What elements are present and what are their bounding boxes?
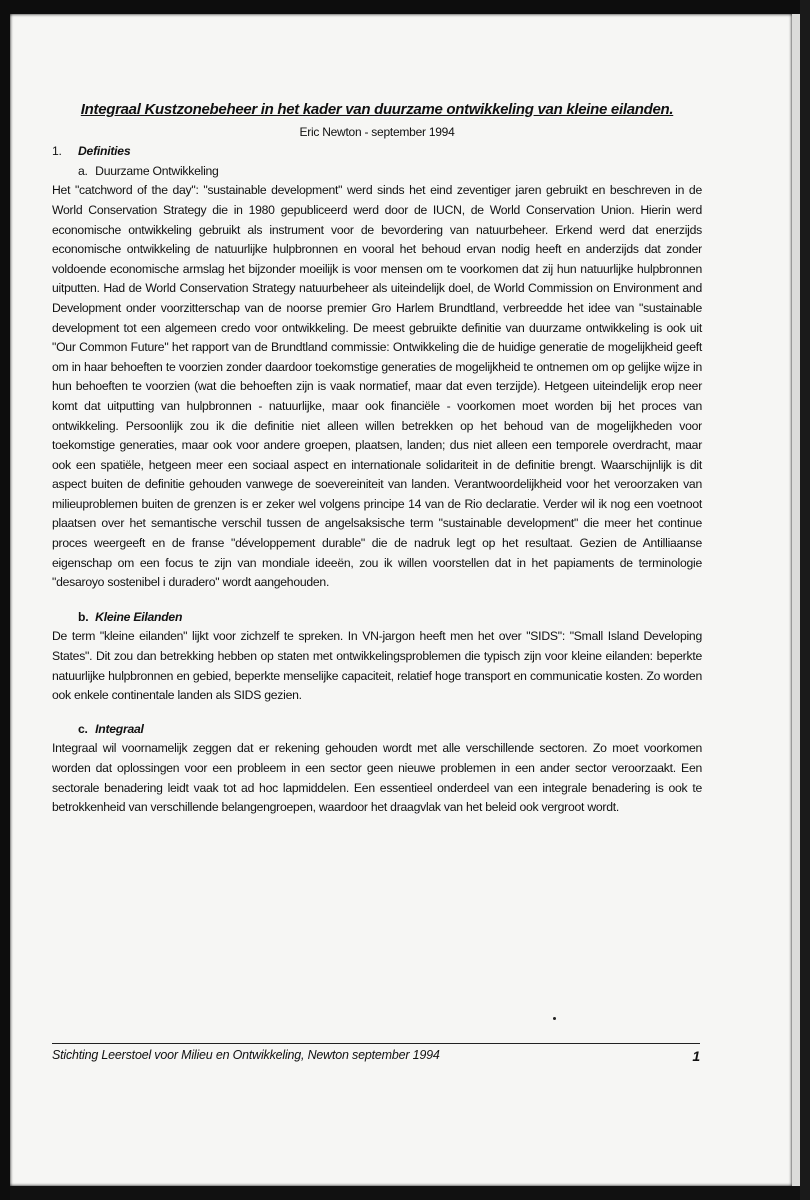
paragraph-integraal: Integraal wil voornamelijk zeggen dat er rekening gehouden wordt met alle verschillende sectoren. Zo moet voorkomen worden dat oplossingen voor een probleem in een sector geen nieuwe problemen in een ander sector veroorzaakt. Een sectorale benadering leidt vaak tot ad hoc lapmiddelen. Een essentieel onderdeel van een integrale benadering is ook te betrokkenheid van verschillende belangengroepen, waardoor het draagvlak van het beleid ook vergroot wordt. [52,741,702,815]
ink-speck [553,1017,556,1020]
scan-border-right [800,0,810,1200]
document-body [52,100,702,818]
subheading-label: Duurzame Ontwikkeling [95,163,219,178]
subheading-duurzame-ontwikkeling [78,162,702,182]
page-footer [52,1043,700,1064]
subheading-letter: c. [78,721,88,736]
document-title: Integraal Kustzonebeheer in het kader van duurzame ontwikkeling van kleine eilanden. [80,101,674,118]
footer-text: Stichting Leerstoel voor Milieu en Ontwikkeling, Newton september 1994 [52,1048,440,1062]
scan-border-top [0,0,810,14]
subheading-label: Integraal [95,721,144,736]
scan-border-left [0,0,10,1200]
subheading-kleine-eilanden [78,608,702,628]
page-stack-edge [792,14,800,1186]
section-number: 1. [52,144,62,159]
page-number: 1 [692,1048,700,1064]
paragraph-duurzame-ontwikkeling: Het "catchword of the day": "sustainable development" werd sinds het eind zeventiger jaren gebruikt en beschreven in de World Conservation Strategy die in 1980 gepubliceerd werd door de IUCN, de World Conservation Union. Hierin werd economische ontwikkeling gebruikt als instrument voor de bevordering van natuurbeheer. Erkend werd dat enerzijds economische ontwikkeling de natuurlijke hulpbronnen en vooral het behoud ervan nodig heeft en anderzijds dat zonder voldoende economische armslag het bijzonder moeilijk is voor mensen om te voorkomen dat zij hun natuurlijke hulpbronnen uitputten. Had de World Conservation Strategy natuurbeheer als uiteindelijk doel, de World Commission on Environment and Development onder voorzitterschap van de noorse premier Gro Harlem Brundtland, verbreedde het idee van "sustainable development tot een algemeen credo voor ontwikkeling. De meest gebruikte definitie van duurzame ontwikkeling is ook uit "Our Common Future" het rapport van de Brundtland commissie: Ontwikkeling die de huidige generatie de mogelijkheid geeft om in haar behoeften te voorzien zonder daardoor toekomstige generaties de mogelijkheid te ontnemen om op gelijke wijze in hun behoeften te voorzien (wat die behoeften zijn is vaak normatief, maar dat even terzijde). Hetgeen uiteindelijk erop neer komt dat uitputting van hulpbronnen - natuurlijke, maar ook financiële - voorkomen moet worden bij het proces van ontwikkeling. Persoonlijk zou ik die definitie niet alleen willen betrekken op het behoud van de mogelijkheden voor toekomstige generaties, maar ook voor andere groepen, plaatsen, landen; dus niet alleen een temporele overdracht, maar ook een spatiële, hetgeen meer een sociaal aspect en internationale solidariteit in de definitie brengt. Waarschijnlijk is dit aspect buiten de definitie gehouden vanwege de soevereiniteit van landen. Verantwoordelijkheid voor het veroorzaken van milieuproblemen buiten de grenzen is er zeker wel volgens principe 14 van de Rio declaratie. Verder wil ik nog een voetnoot plaatsen over het semantische verschil tussen de angelsaksische term "sustainable development" die meer het continue proces weergeeft en de franse "développement durable" die de nadruk legt op het resultaat. Gezien de Antilliaanse eigenschap om een focus te zijn van mondiale ideeën, zou ik willen voorstellen dat in het papiaments de terminologie "desaroyo sostenibel i duradero" wordt aangehouden. [52,183,702,590]
paragraph-kleine-eilanden: De term "kleine eilanden" lijkt voor zichzelf te spreken. In VN-jargon heeft men het over "SIDS": "Small Island Developing States". Dit zou dan betrekking hebben op staten met ontwikkelingsproblemen die typisch zijn voor kleine eilanden: beperkte natuurlijke hulpbronnen en gebied, beperkte menselijke capaciteit, relatief hoge transport en communicatie kosten. Zo worden ook enkele continentale landen als SIDS gezien. [52,629,702,703]
subheading-label: Kleine Eilanden [95,609,183,624]
subheading-letter: b. [78,609,89,624]
section-title: Definities [78,144,131,159]
subheading-letter: a. [78,163,88,178]
section-heading-definities [52,142,702,162]
subheading-integraal [78,720,702,740]
author-line: Eric Newton - september 1994 [299,124,455,139]
